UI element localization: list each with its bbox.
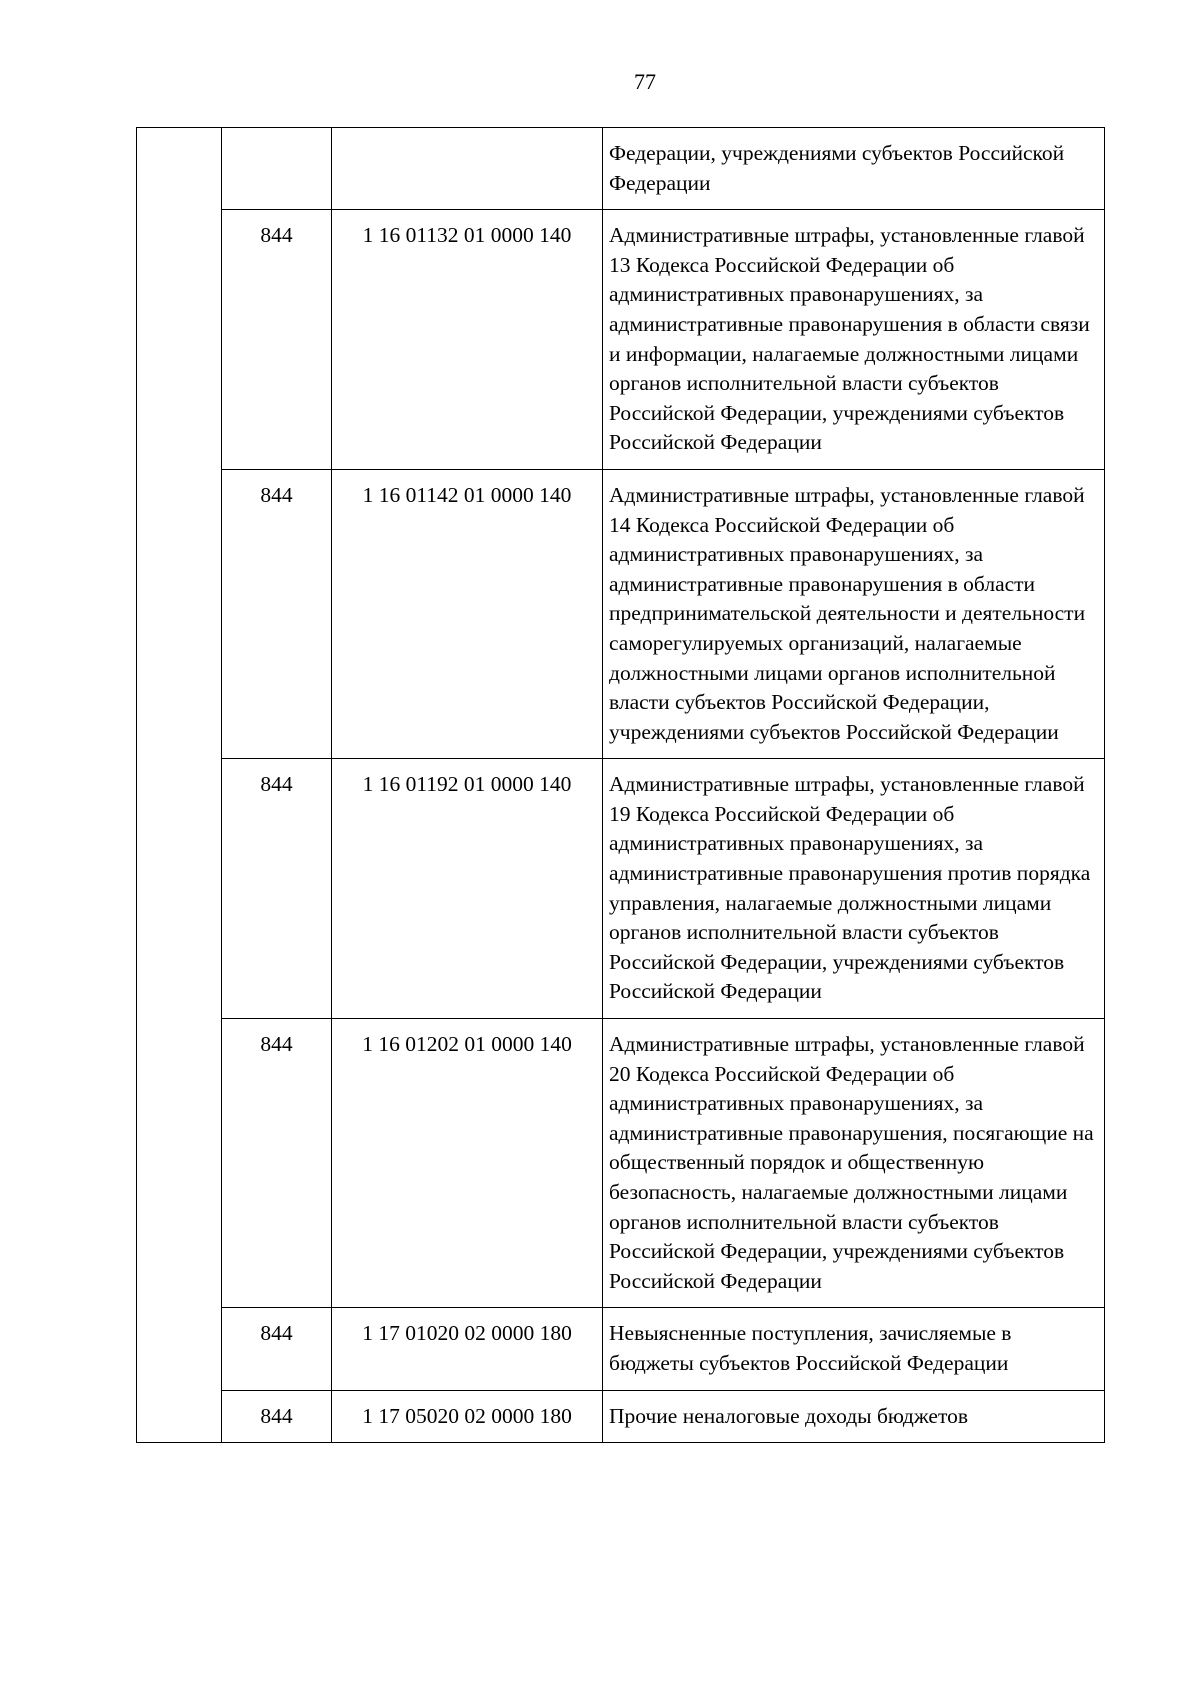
table-row bbox=[137, 1308, 1105, 1390]
description-cell: Административные штрафы, установленные главой 13 Кодекса Российской Федерации об административных правонарушениях, за административные правонарушения в области связи и информации, налагаемые должностными лицами органов исполнительной власти субъектов Российской Федерации, учреждениями субъектов Российской Федерации bbox=[603, 210, 1105, 470]
table-row bbox=[137, 469, 1105, 758]
description-cell: Административные штрафы, установленные главой 19 Кодекса Российской Федерации об административных правонарушениях, за административные правонарушения против порядка управления, налагаемые должностными лицами органов исполнительной власти субъектов Российской Федерации, учреждениями субъектов Российской Федерации bbox=[603, 759, 1105, 1019]
table-row bbox=[137, 128, 1105, 210]
budget-code-cell: 1 17 01020 02 0000 180 bbox=[332, 1308, 603, 1390]
budget-code-cell: 1 17 05020 02 0000 180 bbox=[332, 1390, 603, 1443]
admin-code-cell: 844 bbox=[222, 1390, 332, 1443]
description-cell: Невыясненные поступления, зачисляемые в бюджеты субъектов Российской Федерации bbox=[603, 1308, 1105, 1390]
description-cell: Административные штрафы, установленные главой 14 Кодекса Российской Федерации об административных правонарушениях, за административные правонарушения в области предпринимательской деятельности и деятельности саморегулируемых организаций, налагаемые должностными лицами органов исполнительной власти субъектов Российской Федерации, учреждениями субъектов Российской Федерации bbox=[603, 469, 1105, 758]
budget-code-cell: 1 16 01192 01 0000 140 bbox=[332, 759, 603, 1019]
admin-code-cell: 844 bbox=[222, 210, 332, 470]
budget-code-cell bbox=[332, 128, 603, 210]
table-row bbox=[137, 759, 1105, 1019]
description-cell: Административные штрафы, установленные главой 20 Кодекса Российской Федерации об административных правонарушениях, за административные правонарушения, посягающие на общественный порядок и общественную безопасность, налагаемые должностными лицами органов исполнительной власти субъектов Российской Федерации, учреждениями субъектов Российской Федерации bbox=[603, 1019, 1105, 1308]
page-number: 77 bbox=[634, 69, 656, 94]
table-row bbox=[137, 1019, 1105, 1308]
budget-code-cell: 1 16 01142 01 0000 140 bbox=[332, 469, 603, 758]
admin-code-cell bbox=[222, 128, 332, 210]
admin-code-cell: 844 bbox=[222, 759, 332, 1019]
admin-code-cell: 844 bbox=[222, 1019, 332, 1308]
budget-code-cell: 1 16 01132 01 0000 140 bbox=[332, 210, 603, 470]
admin-code-cell: 844 bbox=[222, 469, 332, 758]
budget-code-cell: 1 16 01202 01 0000 140 bbox=[332, 1019, 603, 1308]
row-number-cell bbox=[137, 128, 222, 1443]
description-cell: Федерации, учреждениями субъектов Российской Федерации bbox=[603, 128, 1105, 210]
table-row bbox=[137, 210, 1105, 470]
table-row bbox=[137, 1390, 1105, 1443]
description-cell: Прочие неналоговые доходы бюджетов bbox=[603, 1390, 1105, 1443]
admin-code-cell: 844 bbox=[222, 1308, 332, 1390]
revenue-codes-table bbox=[136, 127, 1105, 1443]
